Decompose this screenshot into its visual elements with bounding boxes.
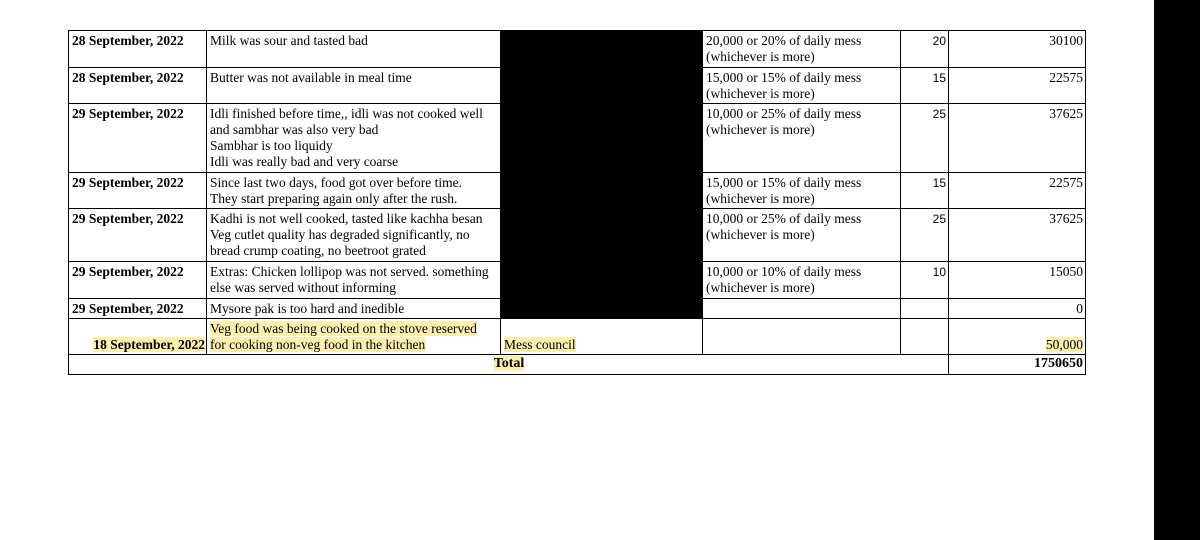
- redacted-block: [501, 31, 703, 319]
- row-date: 28 September, 2022: [69, 31, 207, 68]
- right-edge-bar: [1154, 0, 1200, 540]
- row-complaint: Mysore pak is too hard and inedible: [207, 299, 501, 319]
- row-complaint: Idli finished before time,, idli was not cooked well and sambhar was also very bad Sambhar is too liquidy Idli was really bad and very coarse: [207, 104, 501, 173]
- row-penalty-rule: 10,000 or 10% of daily mess (whichever is more): [703, 262, 901, 299]
- row-penalty-rule: 15,000 or 15% of daily mess (whichever is more): [703, 173, 901, 209]
- row-date: 29 September, 2022: [69, 173, 207, 209]
- row-complaint: Extras: Chicken lollipop was not served. something else was served without informing: [207, 262, 501, 299]
- row-penalty-rule: 10,000 or 25% of daily mess (whichever is more): [703, 209, 901, 262]
- row-percent: 25: [901, 104, 949, 173]
- row-amount: 15050: [949, 262, 1086, 299]
- row-penalty-rule: [703, 299, 901, 319]
- row-penalty-rule: 15,000 or 15% of daily mess (whichever is more): [703, 68, 901, 104]
- row-date: 29 September, 2022: [69, 299, 207, 319]
- row-complaint: Veg food was being cooked on the stove reserved for cooking non-veg food in the kitchen: [207, 319, 501, 355]
- row-complaint: Since last two days, food got over before time. They start preparing again only after the rush.: [207, 173, 501, 209]
- row-amount: 37625: [949, 104, 1086, 173]
- row-date: 29 September, 2022: [69, 262, 207, 299]
- row-percent: 20: [901, 31, 949, 68]
- row-complaint: Butter was not available in meal time: [207, 68, 501, 104]
- row-amount: 22575: [949, 173, 1086, 209]
- row-amount: 22575: [949, 68, 1086, 104]
- penalty-table: [68, 30, 1086, 375]
- row-amount: 0: [949, 299, 1086, 319]
- row-amount: 50,000: [949, 319, 1086, 355]
- row-penalty-rule: [703, 319, 901, 355]
- row-percent: 15: [901, 68, 949, 104]
- row-date: 28 September, 2022: [69, 68, 207, 104]
- table-row: [69, 31, 1086, 68]
- row-date: 18 September, 2022: [69, 319, 207, 355]
- row-amount: 37625: [949, 209, 1086, 262]
- total-amount: 1750650: [949, 355, 1086, 375]
- row-percent: 15: [901, 173, 949, 209]
- row-penalty-rule: 10,000 or 25% of daily mess (whichever is more): [703, 104, 901, 173]
- row-percent: [901, 299, 949, 319]
- row-amount: 30100: [949, 31, 1086, 68]
- row-percent: 10: [901, 262, 949, 299]
- row-penalty-rule: 20,000 or 20% of daily mess (whichever is more): [703, 31, 901, 68]
- row-complaint: Milk was sour and tasted bad: [207, 31, 501, 68]
- total-label: Total: [69, 355, 949, 375]
- row-percent: [901, 319, 949, 355]
- row-reported-by: Mess council: [501, 319, 703, 355]
- row-complaint: Kadhi is not well cooked, tasted like kachha besan Veg cutlet quality has degraded significantly, no bread crump coating, no beetroot grated: [207, 209, 501, 262]
- row-date: 29 September, 2022: [69, 104, 207, 173]
- table-row-highlighted: [69, 319, 1086, 355]
- row-percent: 25: [901, 209, 949, 262]
- row-date: 29 September, 2022: [69, 209, 207, 262]
- total-row: [69, 355, 1086, 375]
